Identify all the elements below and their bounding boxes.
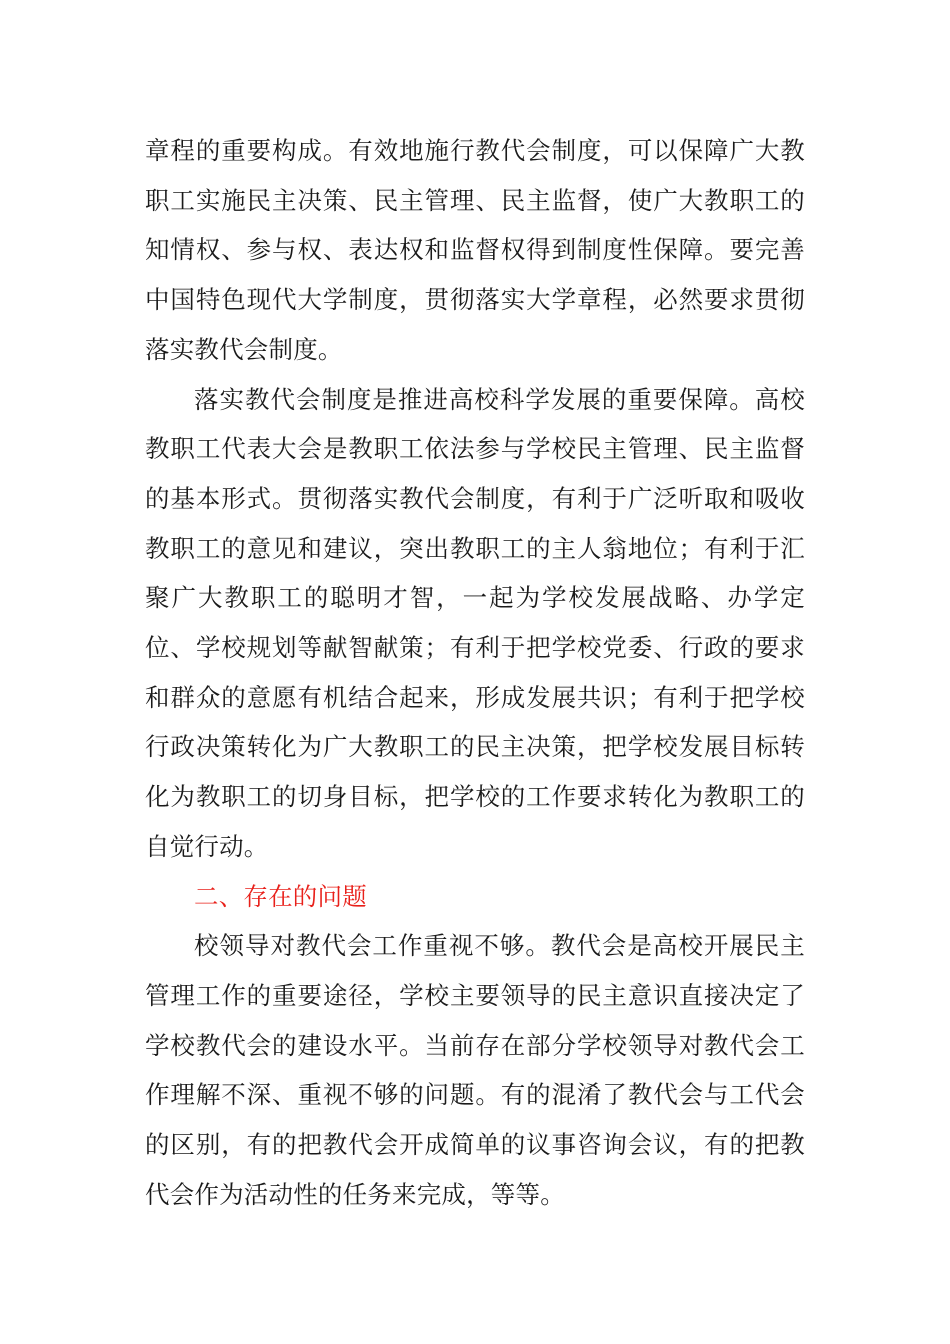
paragraph-continued: 章程的重要构成。有效地施行教代会制度，可以保障广大教职工实施民主决策、民主管理、民主监督，使广大教职工的知情权、参与权、表达权和监督权得到制度性保障。要完善中国特色现代大学制度，贯彻落实大学章程，必然要求贯彻落实教代会制度。 bbox=[145, 136, 805, 364]
paragraph: 落实教代会制度是推进高校科学发展的重要保障。高校教职工代表大会是教职工依法参与学校民主管理、民主监督的基本形式。贯彻落实教代会制度，有利于广泛听取和吸收教职工的意见和建议，突出教职工的主人翁地位；有利于汇聚广大教职工的聪明才智，一起为学校发展战略、办学定位、学校规划等献智献策；有利于把学校党委、行政的要求和群众的意愿有机结合起来，形成发展共识；有利于把学校行政决策转化为广大教职工的民主决策，把学校发展目标转化为教职工的切身目标，把学校的工作要求转化为教职工的自觉行动。 bbox=[145, 384, 805, 861]
document-body bbox=[145, 126, 805, 1219]
section-heading: 二、存在的问题 bbox=[194, 881, 367, 911]
paragraph: 校领导对教代会工作重视不够。教代会是高校开展民主管理工作的重要途径，学校主要领导的民主意识直接决定了学校教代会的建设水平。当前存在部分学校领导对教代会工作理解不深、重视不够的问题。有的混淆了教代会与工代会的区别，有的把教代会开成简单的议事咨询会议，有的把教代会作为活动性的任务来完成，等等。 bbox=[145, 931, 805, 1209]
